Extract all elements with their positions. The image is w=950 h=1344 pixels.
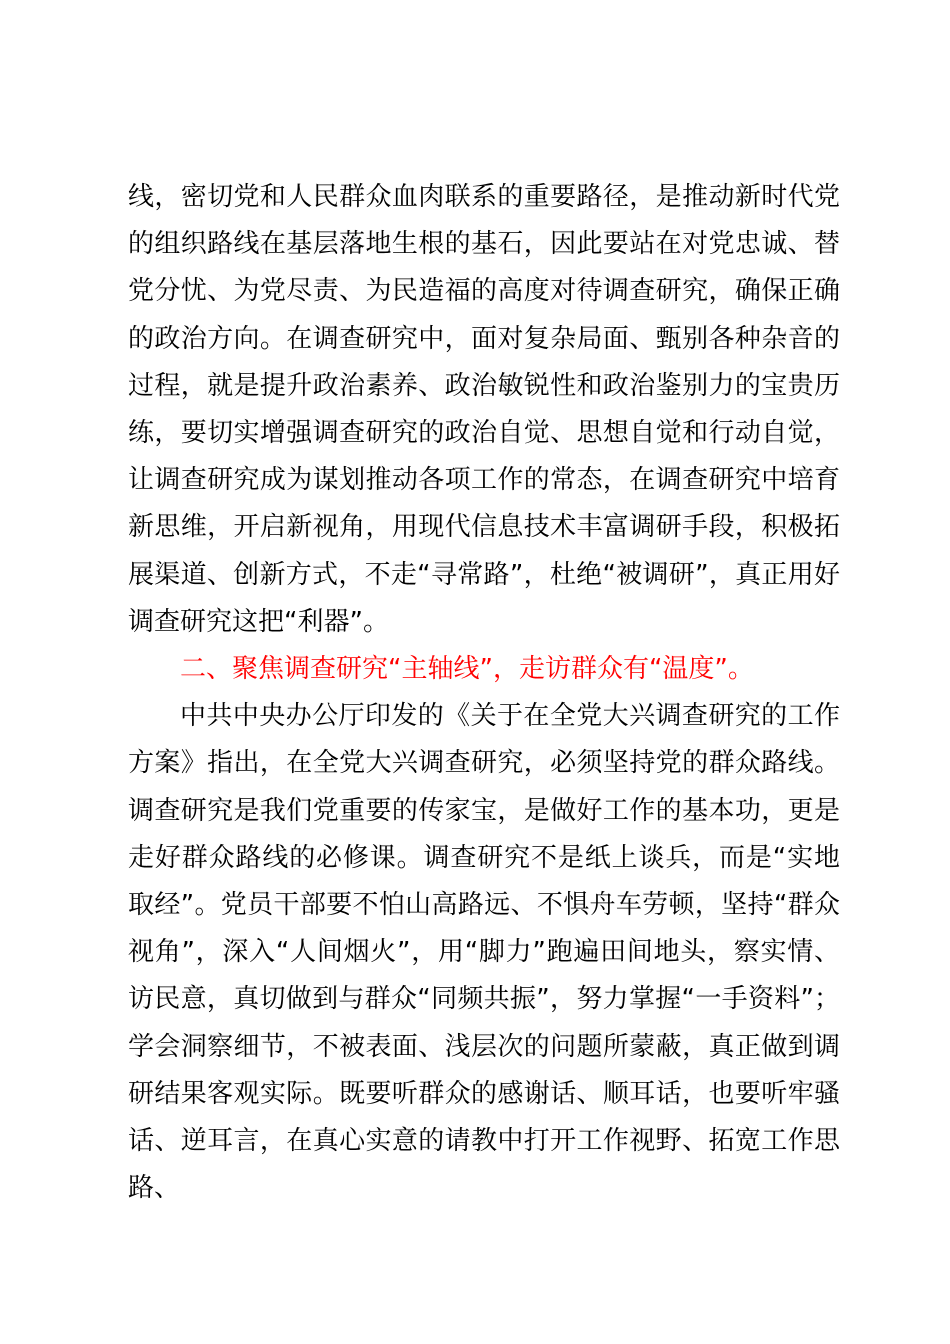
section-heading: 二、聚焦调查研究“主轴线”，走访群众有“温度”。 — [180, 654, 754, 685]
body-paragraph: 中共中央办公厅印发的《关于在全党大兴调查研究的工作方案》指出，在全党大兴调查研究，必须坚持党的群众路线。调查研究是我们党重要的传家宝，是做好工作的基本功，更是走好群众路线的必修课。调查研究不是纸上谈兵，而是“实地取经”。党员干部要不怕山高路远、不惧舟车劳顿，坚持“群众视角”，深入“人间烟火”，用“脚力”跑遍田间地头，察实情、访民意，真切做到与群众“同频共振”，努力掌握“一手资料”；学会洞察细节，不被表面、浅层次的问题所蒙蔽，真正做到调研结果客观实际。既要听群众的感谢话、顺耳话，也要听牢骚话、逆耳言，在真心实意的请教中打开工作视野、拓宽工作思路、 — [128, 701, 840, 1204]
body-paragraph-continuation: 线，密切党和人民群众血肉联系的重要路径，是推动新时代党的组织路线在基层落地生根的基石，因此要站在对党忠诚、替党分忧、为党尽责、为民造福的高度对待调查研究，确保正确的政治方向。在调查研究中，面对复杂局面、甄别各种杂音的过程，就是提升政治素养、政治敏锐性和政治鉴别力的宝贵历练，要切实增强调查研究的政治自觉、思想自觉和行动自觉，让调查研究成为谋划推动各项工作的常态，在调查研究中培育新思维，开启新视角，用现代信息技术丰富调研手段，积极拓展渠道、创新方式，不走“寻常路”，杜绝“被调研”，真正用好调查研究这把“利器”。 — [128, 182, 840, 637]
document-body — [128, 174, 840, 1212]
